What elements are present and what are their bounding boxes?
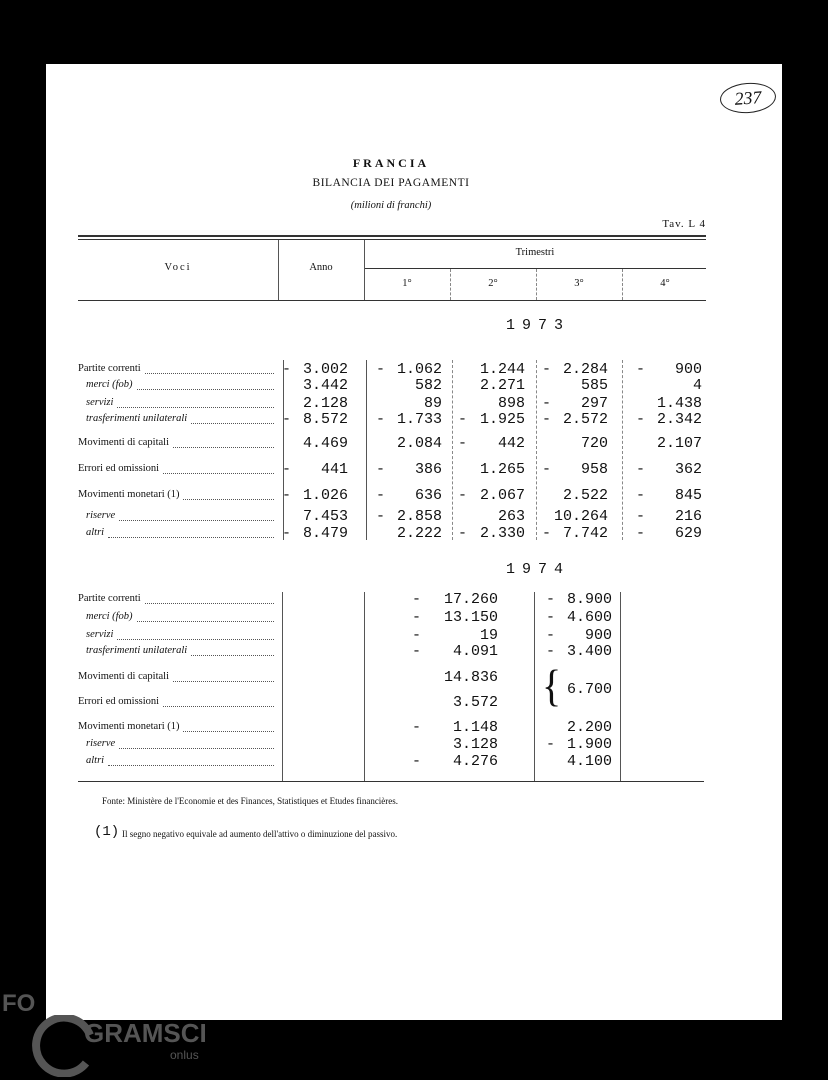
unit-label: (milioni di franchi) (350, 200, 432, 211)
header-q1: 1° (402, 278, 412, 289)
cell-q2: 17.260 (443, 591, 498, 608)
cell-q3: 4.100 (566, 753, 612, 770)
col-divider (364, 592, 365, 782)
cell-q2: 1.244 (479, 361, 525, 378)
source-note: Fonte: Ministère de l'Economie et des Finances, Statistiques et Etudes financières. (102, 796, 399, 806)
cell-q3: 720 (580, 435, 608, 452)
cell-q4: 216 (674, 508, 702, 525)
trimestri-rule (364, 268, 706, 269)
cell-q4: 4 (692, 377, 702, 394)
minus-sign: - (546, 591, 556, 608)
row-label: altri (86, 755, 105, 766)
cell-q4: 2.342 (656, 411, 702, 428)
cell-q3: 6.700 (566, 681, 612, 698)
cell-anno: 3.442 (302, 377, 348, 394)
minus-sign: - (412, 719, 422, 736)
cell-q3: 1.900 (566, 736, 612, 753)
minus-sign: - (542, 411, 552, 428)
header-anno: Anno (309, 262, 333, 273)
minus-sign: - (376, 487, 386, 504)
cell-q2: 2.067 (479, 487, 525, 504)
cell-q3: 7.742 (562, 525, 608, 542)
minus-sign: - (282, 461, 292, 478)
footnote-text: Il segno negativo equivale ad aumento dell'attivo o diminuzione del passivo. (122, 829, 398, 839)
header-top-rule-thin (78, 239, 706, 240)
minus-sign: - (542, 461, 552, 478)
minus-sign: - (636, 461, 646, 478)
minus-sign: - (412, 753, 422, 770)
cell-anno: 8.572 (302, 411, 348, 428)
minus-sign: - (636, 361, 646, 378)
minus-sign: - (458, 435, 468, 452)
row-label: Movimenti monetari (1) (78, 489, 180, 500)
watermark-text: FO (2, 990, 36, 1017)
watermark-brand: GRAMSCI (84, 1018, 207, 1048)
cell-q1: 636 (414, 487, 442, 504)
row-label: servizi (86, 629, 114, 640)
col-divider (282, 592, 283, 782)
cell-q2: 3.572 (452, 694, 498, 711)
minus-sign: - (546, 736, 556, 753)
cell-q3: 2.200 (566, 719, 612, 736)
row-label: Movimenti di capitali (78, 671, 169, 682)
row-label: altri (86, 527, 105, 538)
cell-q1: 1.733 (396, 411, 442, 428)
col-divider (620, 592, 621, 782)
header-q4: 4° (660, 278, 670, 289)
minus-sign: - (458, 525, 468, 542)
cell-q3: 900 (584, 627, 612, 644)
minus-sign: - (412, 609, 422, 626)
header-bottom-rule (78, 300, 706, 301)
cell-q4: 1.438 (656, 395, 702, 412)
row-label: Movimenti monetari (1) (78, 721, 180, 732)
minus-sign: - (376, 508, 386, 525)
dot-leader (191, 655, 274, 656)
cell-q2: 13.150 (443, 609, 498, 626)
header-trimestri: Trimestri (515, 247, 555, 258)
cell-q2: 898 (497, 395, 525, 412)
minus-sign: - (546, 627, 556, 644)
table-bottom-rule (78, 781, 704, 782)
row-label: riserve (86, 738, 116, 749)
cell-q2: 3.128 (452, 736, 498, 753)
dot-leader (108, 765, 274, 766)
cell-q1: 2.084 (396, 435, 442, 452)
minus-sign: - (412, 643, 422, 660)
row-label: Movimenti di capitali (78, 437, 169, 448)
header-q2: 2° (488, 278, 498, 289)
cell-q1: 2.222 (396, 525, 442, 542)
cell-q2: 2.330 (479, 525, 525, 542)
row-label: Errori ed omissioni (78, 696, 160, 707)
minus-sign: - (412, 591, 422, 608)
row-label: trasferimenti unilaterali (86, 645, 188, 656)
row-label: riserve (86, 510, 116, 521)
header-q3: 3° (574, 278, 584, 289)
minus-sign: - (542, 361, 552, 378)
cell-q1: 386 (414, 461, 442, 478)
cell-q1: 89 (423, 395, 442, 412)
dot-leader (173, 681, 274, 682)
cell-anno: 2.128 (302, 395, 348, 412)
cell-anno: 3.002 (302, 361, 348, 378)
cell-q4: 629 (674, 525, 702, 542)
cell-q2: 14.836 (443, 669, 498, 686)
minus-sign: - (376, 361, 386, 378)
dot-leader (183, 731, 274, 732)
cell-anno: 441 (320, 461, 348, 478)
dot-leader (163, 706, 274, 707)
dot-leader (117, 639, 274, 640)
cell-q4: 362 (674, 461, 702, 478)
minus-sign: - (282, 361, 292, 378)
minus-sign: - (282, 525, 292, 542)
header-top-rule (78, 235, 706, 237)
page-number-stamp: 237 (719, 81, 777, 115)
cell-q1: 1.062 (396, 361, 442, 378)
cell-q2: 1.925 (479, 411, 525, 428)
dot-leader (137, 621, 274, 622)
cell-q3: 4.600 (566, 609, 612, 626)
dot-leader (145, 603, 274, 604)
brace-symbol: { (542, 660, 562, 711)
cell-q3: 3.400 (566, 643, 612, 660)
cell-q3: 10.264 (553, 508, 608, 525)
minus-sign: - (412, 627, 422, 644)
cell-q1: 2.858 (396, 508, 442, 525)
year-1973: 1973 (506, 317, 571, 334)
cell-q2: 19 (479, 627, 498, 644)
cell-q4: 845 (674, 487, 702, 504)
year-1974: 1974 (506, 561, 571, 578)
table-title: BILANCIA DEI PAGAMENTI (312, 177, 470, 189)
minus-sign: - (542, 395, 552, 412)
cell-q1: 582 (414, 377, 442, 394)
minus-sign: - (542, 525, 552, 542)
minus-sign: - (458, 487, 468, 504)
cell-anno: 7.453 (302, 508, 348, 525)
minus-sign: - (636, 487, 646, 504)
dot-leader (119, 748, 274, 749)
cell-q3: 585 (580, 377, 608, 394)
header-voci: Voci (164, 262, 192, 273)
row-label: Errori ed omissioni (78, 463, 160, 474)
row-label: servizi (86, 397, 114, 408)
row-label: merci (fob) (86, 379, 133, 390)
minus-sign: - (546, 643, 556, 660)
minus-sign: - (636, 508, 646, 525)
minus-sign: - (458, 411, 468, 428)
minus-sign: - (282, 411, 292, 428)
cell-anno: 4.469 (302, 435, 348, 452)
cell-q2: 1.265 (479, 461, 525, 478)
minus-sign: - (636, 411, 646, 428)
cell-q3: 2.284 (562, 361, 608, 378)
cell-q2: 442 (497, 435, 525, 452)
cell-q3: 2.522 (562, 487, 608, 504)
cell-q3: 8.900 (566, 591, 612, 608)
cell-q4: 900 (674, 361, 702, 378)
row-label: merci (fob) (86, 611, 133, 622)
cell-q3: 2.572 (562, 411, 608, 428)
row-label: Partite correnti (78, 363, 141, 374)
country-title: FRANCIA (352, 156, 430, 170)
minus-sign: - (282, 487, 292, 504)
minus-sign: - (376, 461, 386, 478)
cell-q2: 4.276 (452, 753, 498, 770)
cell-q3: 958 (580, 461, 608, 478)
cell-q2: 2.271 (479, 377, 525, 394)
footnote-mark: (1) (94, 824, 120, 840)
cell-q2: 263 (497, 508, 525, 525)
cell-anno: 8.479 (302, 525, 348, 542)
minus-sign: - (376, 411, 386, 428)
minus-sign: - (546, 609, 556, 626)
table-id: Tav. L 4 (662, 218, 706, 230)
cell-anno: 1.026 (302, 487, 348, 504)
document-page (46, 64, 782, 1020)
minus-sign: - (636, 525, 646, 542)
watermark-sub: onlus (170, 1048, 199, 1062)
cell-q2: 4.091 (452, 643, 498, 660)
cell-q4: 2.107 (656, 435, 702, 452)
cell-q2: 1.148 (452, 719, 498, 736)
row-label: trasferimenti unilaterali (86, 413, 188, 424)
cell-q3: 297 (580, 395, 608, 412)
row-label: Partite correnti (78, 593, 141, 604)
